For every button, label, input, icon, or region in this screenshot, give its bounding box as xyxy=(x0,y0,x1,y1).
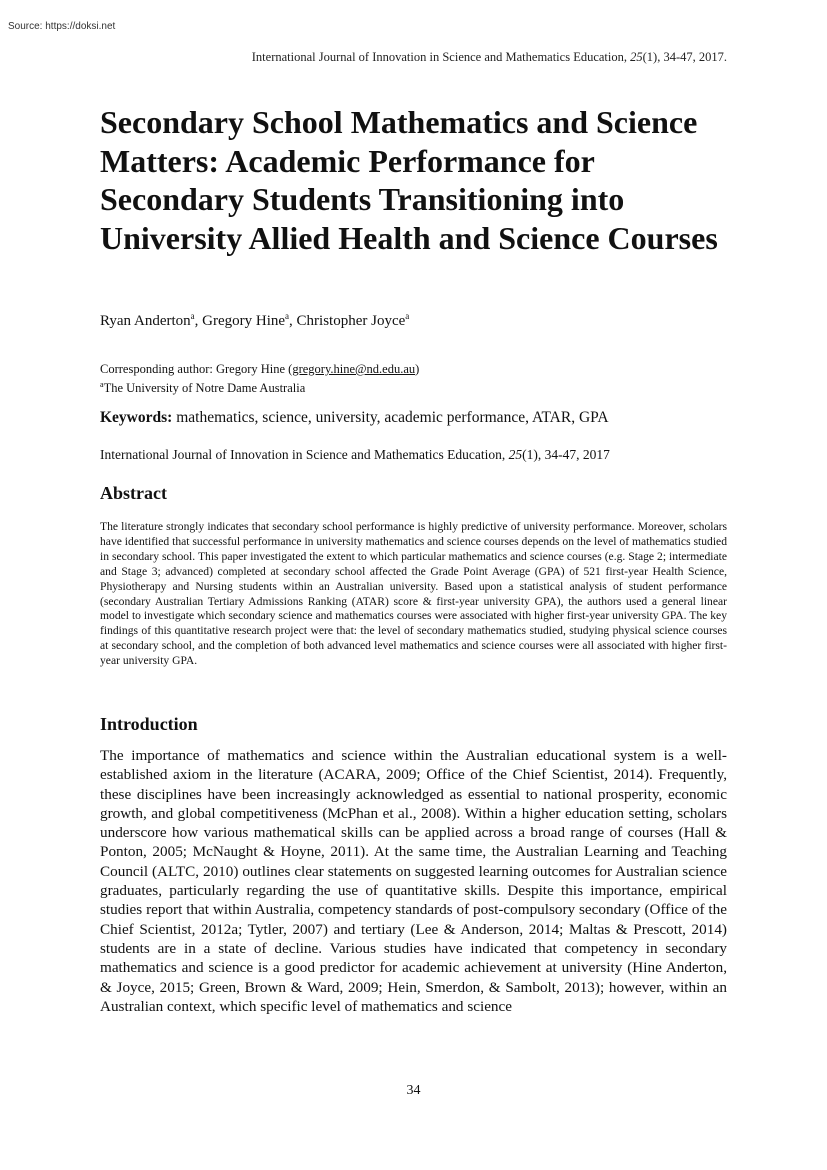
keywords-text: mathematics, science, university, academic performance, ATAR, GPA xyxy=(172,409,609,426)
abstract-body: The literature strongly indicates that secondary school performance is highly predictive of university performance. Moreover, scholars have identified that successful performance in university mathematics and science courses depends on the level of mathematics studied in secondary school. This paper investigated the extent to which particular mathematics and science courses (e.g. Stage 2; intermediate and Stage 3; advanced) completed at secondary school affected the Grade Point Average (GPA) of 521 first-year Health Science, Physiotherapy and Nursing students within an Australian university. Based upon a statistical analysis of student performance (secondary Australian Tertiary Admissions Ranking (ATAR) score & first-year university GPA), the authors used a general linear model to investigate which secondary science and mathematics courses were associated with higher first-year university GPA. The key findings of this quantitative research project were that: the level of secondary mathematics studied, studying physical science courses at secondary school, and the completion of both advanced level mathematics and science courses were all associated with higher first-year university GPA. xyxy=(100,520,727,668)
author: Gregory Hine xyxy=(202,313,286,329)
corresponding-author-line xyxy=(100,361,419,377)
corresponding-label: Corresponding author: Gregory Hine ( xyxy=(100,362,293,376)
author: Ryan Anderton xyxy=(100,313,191,329)
introduction-heading: Introduction xyxy=(100,714,198,734)
affiliation-mark: a xyxy=(405,311,410,321)
header-issue: (1), 34-47, 2017. xyxy=(642,50,727,64)
journal-issue: (1), 34-47, 2017 xyxy=(522,447,610,462)
affiliation-mark: a xyxy=(285,311,290,321)
introduction-body: The importance of mathematics and science within the Australian educational system is a well-established axiom in the literature (ACARA, 2009; Office of the Chief Scientist, 2014). Frequently, these disciplines have been increasingly acknowledged as essential to national prosperity, economic growth, and global competitiveness (McPhan et al., 2008). Within a higher education setting, scholars underscore how various mathematical skills can be applied across a broad range of courses (Hall & Ponton, 2005; McNaught & Hoyne, 2011). At the same time, the Australian Learning and Teaching Council (ALTC, 2010) outlines clear statements on suggested learning outcomes for Australian science graduates, particularly regarding the use of quantitative skills. Despite this importance, empirical studies report that within Australia, competency standards of post-compulsory secondary (Office of the Chief Scientist, 2012a; Tytler, 2007) and tertiary (Lee & Anderson, 2014; Maltas & Prescott, 2014) students are in a state of decline. Various studies have indicated that competency in secondary mathematics and science is a good predictor for academic achievement at university (Hine Anderton, & Joyce, 2015; Green, Brown & Ward, 2009; Hein, Smerdon, & Sambolt, 2013); however, within an Australian context, which specific level of mathematics and science xyxy=(100,747,727,1015)
journal-volume: 25 xyxy=(508,447,523,462)
abstract-heading: Abstract xyxy=(100,483,167,503)
affiliation-mark: a xyxy=(100,380,104,389)
page-number: 34 xyxy=(406,1083,421,1098)
keywords-line xyxy=(100,409,609,427)
header-journal: International Journal of Innovation in Science and Mathematics Education, xyxy=(251,50,631,64)
affiliation-line xyxy=(100,377,419,396)
keywords-label: Keywords: xyxy=(100,409,173,426)
paper-title: Secondary School Mathematics and Science Matters: Academic Performance for Secondary Students Transitioning into University Allied Health and Science Courses xyxy=(100,104,718,256)
source-label: Source: https://doksi.net xyxy=(8,21,116,32)
author-list xyxy=(100,311,409,330)
journal-name: International Journal of Innovation in Science and Mathematics Education, xyxy=(100,447,509,462)
author: Christopher Joyce xyxy=(296,313,406,329)
running-header xyxy=(252,50,727,65)
affiliation-text: The University of Notre Dame Australia xyxy=(103,381,306,395)
affiliation-mark: a xyxy=(190,311,195,321)
author-separator: , xyxy=(194,313,203,329)
corresponding-author-block xyxy=(100,361,419,396)
journal-citation xyxy=(100,447,610,463)
author-email-link[interactable]: gregory.hine@nd.edu.au xyxy=(292,362,416,376)
header-volume: 25 xyxy=(630,50,643,64)
corresponding-close: ) xyxy=(415,362,420,376)
author-separator: , xyxy=(289,313,297,329)
